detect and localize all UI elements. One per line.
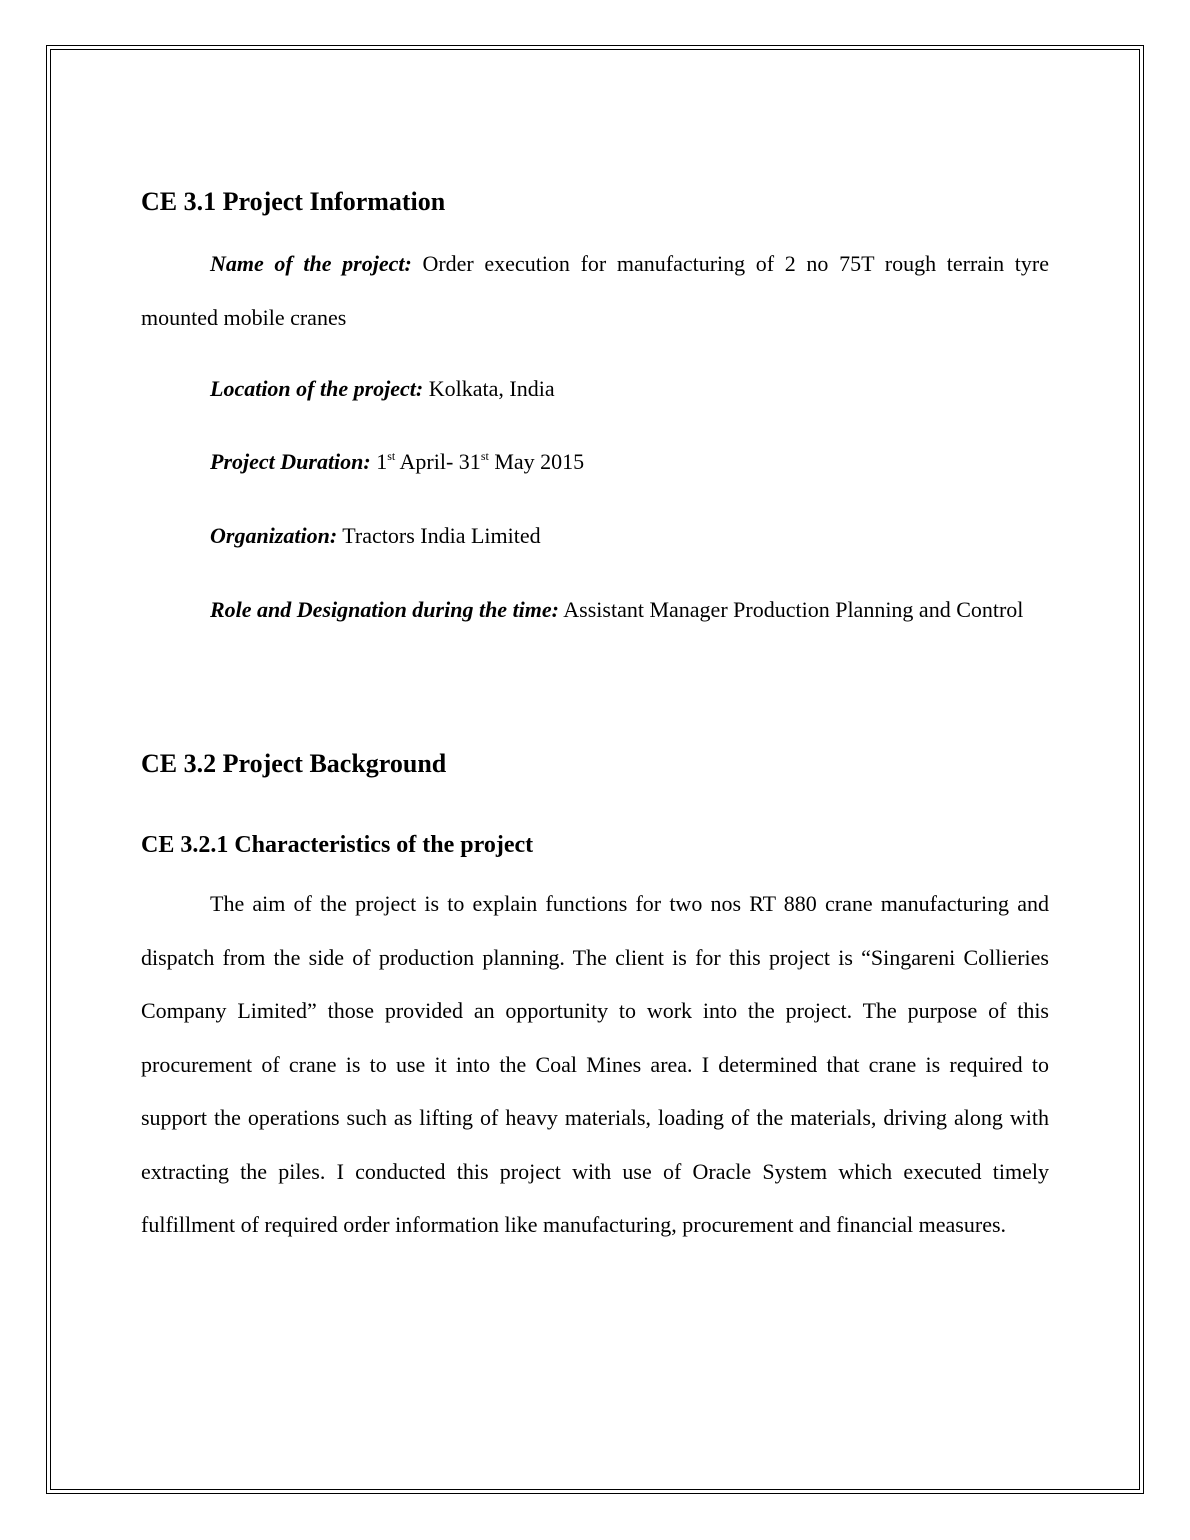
project-location-label: Location of the project: bbox=[210, 376, 424, 401]
duration-start-month: April- 31 bbox=[399, 449, 481, 474]
project-name-value: Order execution for manufacturing of 2 no 75T rough terrain tyre mounted mobile cranes bbox=[141, 251, 1049, 330]
duration-end-suffix: st bbox=[480, 449, 489, 463]
section-heading-project-information: CE 3.1 Project Information bbox=[141, 187, 446, 216]
organization-line bbox=[210, 523, 541, 549]
subsection-heading-characteristics: CE 3.2.1 Characteristics of the project bbox=[141, 832, 534, 858]
role-paragraph bbox=[141, 583, 1049, 637]
project-location-line bbox=[210, 376, 555, 402]
duration-start-suffix: st bbox=[387, 449, 396, 463]
project-location-value: Kolkata, India bbox=[428, 376, 555, 401]
duration-start-day: 1 bbox=[376, 449, 388, 474]
organization-value: Tractors India Limited bbox=[342, 523, 541, 548]
project-name-label: Name of the project: bbox=[210, 251, 412, 276]
project-duration-line bbox=[210, 449, 584, 475]
role-value: Assistant Manager Production Planning and Control bbox=[563, 597, 1024, 622]
project-name-paragraph bbox=[141, 237, 1049, 344]
duration-end-month-year: May 2015 bbox=[494, 449, 585, 474]
organization-label: Organization: bbox=[210, 523, 338, 548]
project-duration-label: Project Duration: bbox=[210, 449, 371, 474]
characteristics-paragraph: The aim of the project is to explain functions for two nos RT 880 crane manufacturing and dispatch from the side of production planning. The client is for this project is “Singareni Collieries Company Limited” those provided an opportunity to work into the project. The purpose of this procurement of crane is to use it into the Coal Mines area. I determined that crane is required to support the operations such as lifting of heavy materials, loading of the materials, driving along with extracting the piles. I conducted this project with use of Oracle System which executed timely fulfillment of required order information like manufacturing, procurement and financial measures. bbox=[141, 891, 1049, 1237]
section-heading-project-background: CE 3.2 Project Background bbox=[141, 749, 447, 778]
role-label: Role and Designation during the time: bbox=[210, 597, 559, 622]
